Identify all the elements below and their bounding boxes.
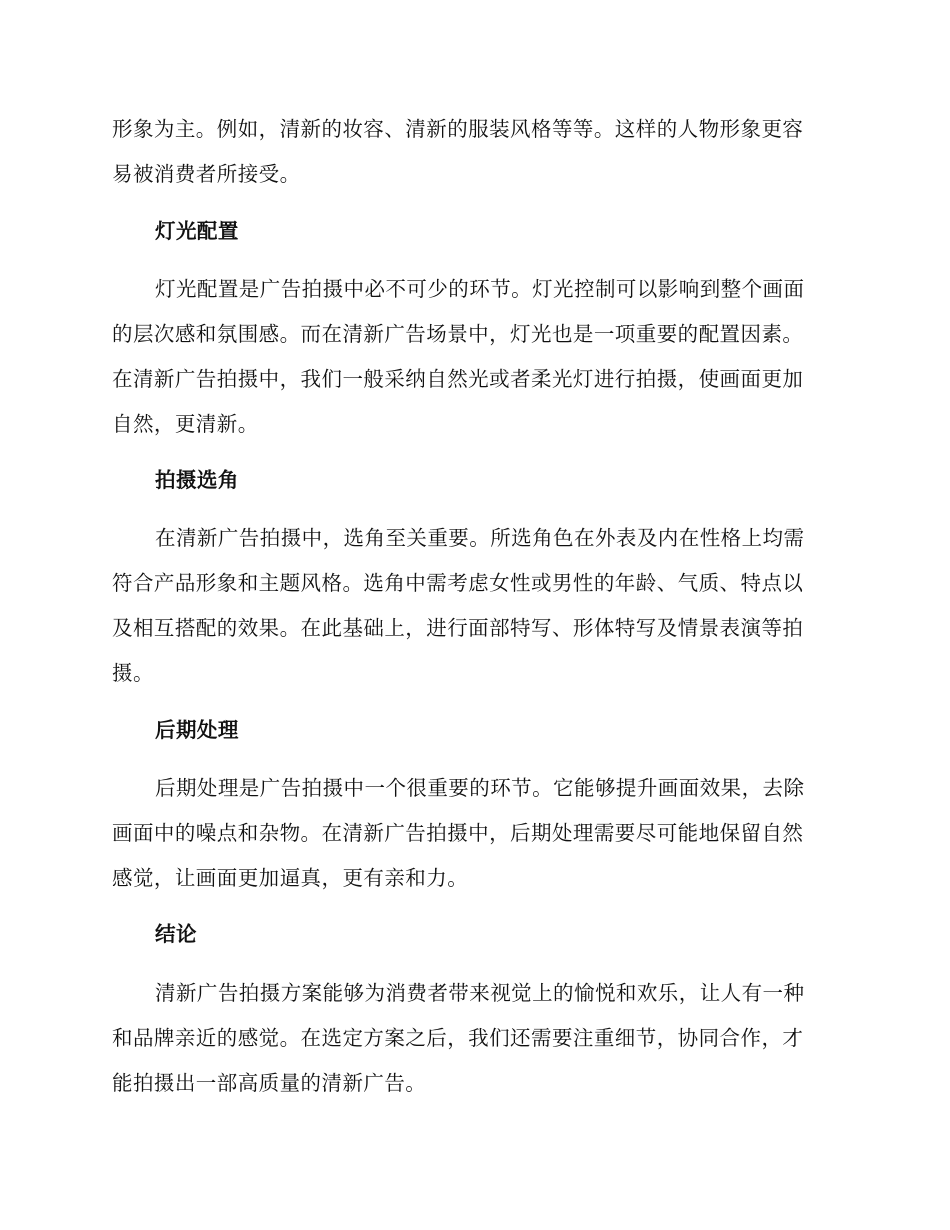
- text-line: 在清新广告拍摄中，选角至关重要。所选角色在外表及内在性格上均需: [155, 526, 805, 550]
- text-line: 和品牌亲近的感觉。在选定方案之后，我们还需要注重细节，协同合作，才: [112, 1026, 804, 1050]
- section-heading-lighting: 灯光配置: [155, 219, 239, 243]
- text-line: 后期处理是广告拍摄中一个很重要的环节。它能够提升画面效果，去除: [155, 776, 805, 800]
- text-line: 画面中的噪点和杂物。在清新广告拍摄中，后期处理需要尽可能地保留自然: [112, 821, 804, 845]
- text-line: 及相互搭配的效果。在此基础上，进行面部特写、形体特写及情景表演等拍: [112, 616, 804, 640]
- text-line: 清新广告拍摄方案能够为消费者带来视觉上的愉悦和欢乐，让人有一种: [155, 981, 805, 1005]
- text-line: 易被消费者所接受。: [112, 162, 301, 186]
- text-line: 灯光配置是广告拍摄中必不可少的环节。灯光控制可以影响到整个画面: [155, 277, 805, 301]
- section-heading-conclusion: 结论: [155, 922, 197, 946]
- paragraph-post-processing: [112, 766, 830, 901]
- paragraph-lighting: [112, 267, 830, 447]
- text-line: 在清新广告拍摄中，我们一般采纳自然光或者柔光灯进行拍摄，使画面更加: [112, 367, 804, 391]
- text-line: 自然，更清新。: [112, 412, 259, 436]
- paragraph-casting: [112, 516, 830, 696]
- paragraph-intro-continuation: [112, 107, 830, 197]
- paragraph-conclusion: [112, 971, 830, 1106]
- section-heading-post-processing: 后期处理: [155, 718, 239, 742]
- text-line: 的层次感和氛围感。而在清新广告场景中，灯光也是一项重要的配置因素。: [112, 322, 804, 346]
- text-line: 摄。: [112, 661, 154, 685]
- text-line: 感觉，让画面更加逼真，更有亲和力。: [112, 866, 469, 890]
- text-line: 符合产品形象和主题风格。选角中需考虑女性或男性的年龄、气质、特点以: [112, 571, 804, 595]
- text-line: 形象为主。例如，清新的妆容、清新的服装风格等等。这样的人物形象更容: [112, 117, 804, 141]
- section-heading-casting: 拍摄选角: [155, 468, 239, 492]
- text-line: 能拍摄出一部高质量的清新广告。: [112, 1071, 427, 1095]
